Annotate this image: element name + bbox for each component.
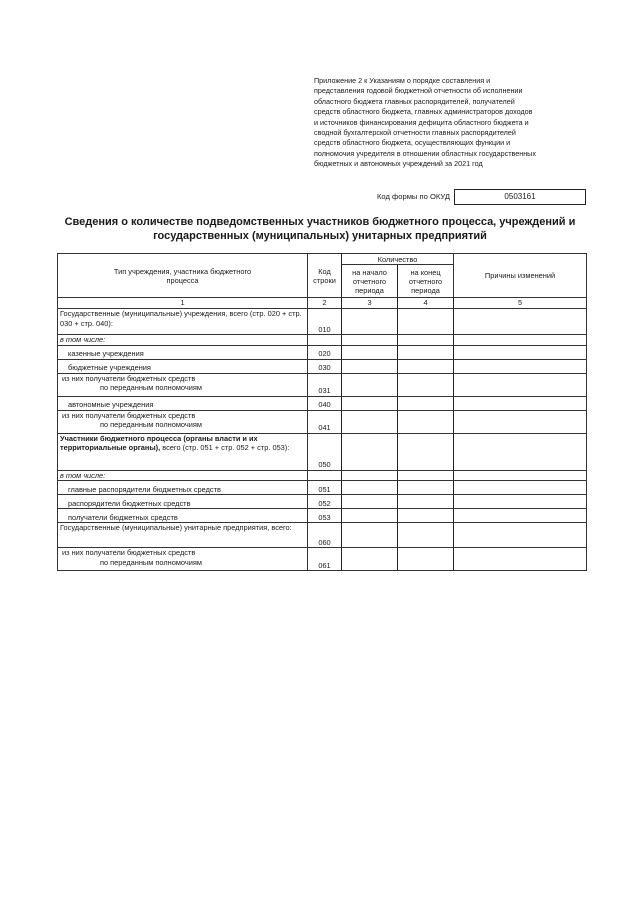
- row-label: бюджетные учреждения: [58, 359, 308, 373]
- row-label: [58, 373, 308, 396]
- row-label: [58, 309, 308, 335]
- cell-end[interactable]: [398, 495, 454, 509]
- cell-start[interactable]: [342, 433, 398, 470]
- annex-line: полномочия учредителя в отношении областных государственных: [314, 148, 536, 158]
- row-code: 050: [308, 433, 342, 470]
- header-type: Тип учреждения, участника бюджетного процесса: [58, 254, 308, 298]
- annex-line: сводной бухгалтерской отчетности главных распорядителей: [314, 128, 516, 138]
- table-row: [58, 410, 587, 433]
- table-row: [58, 345, 587, 359]
- row-code: 030: [308, 359, 342, 373]
- cell-start[interactable]: [342, 373, 398, 396]
- cell-end[interactable]: [398, 335, 454, 346]
- cell-start[interactable]: [342, 481, 398, 495]
- cell-reasons[interactable]: [454, 345, 587, 359]
- row-label-text: Участники бюджетного процесса (органы власти и их территориальные органы),: [60, 433, 258, 452]
- row-label-text: всего (стр. 051 + стр. 052 + стр. 053):: [160, 443, 290, 452]
- cell-reasons[interactable]: [454, 410, 587, 433]
- row-label-text: по переданным полномочиям: [100, 420, 202, 429]
- cell-end[interactable]: [398, 523, 454, 548]
- row-code: 052: [308, 495, 342, 509]
- col-number: 1: [58, 298, 308, 309]
- cell-end[interactable]: [398, 373, 454, 396]
- row-label: в том числе:: [58, 470, 308, 481]
- row-label: в том числе:: [58, 335, 308, 346]
- annex-line: представления годовой бюджетной отчетности об исполнении: [314, 86, 523, 96]
- row-label: главные распорядители бюджетных средств: [58, 481, 308, 495]
- table-row: [58, 509, 587, 523]
- row-label-text: по переданным полномочиям: [100, 383, 202, 392]
- cell-end[interactable]: [398, 309, 454, 335]
- table-row: [58, 309, 587, 335]
- row-label: [58, 548, 308, 571]
- cell-end[interactable]: [398, 345, 454, 359]
- table-row: [58, 470, 587, 481]
- table-row: [58, 396, 587, 410]
- cell-reasons[interactable]: [454, 433, 587, 470]
- row-code: [308, 335, 342, 346]
- annex-note: [314, 76, 586, 170]
- row-label: [58, 433, 308, 470]
- annex-line: бюджетных и автономных учреждений за 2021 год: [314, 159, 483, 169]
- cell-end[interactable]: [398, 410, 454, 433]
- cell-start[interactable]: [342, 523, 398, 548]
- cell-reasons[interactable]: [454, 523, 587, 548]
- row-label: распорядители бюджетных средств: [58, 495, 308, 509]
- row-code: 040: [308, 396, 342, 410]
- cell-start[interactable]: [342, 309, 398, 335]
- row-label: Государственные (муниципальные) унитарные предприятия, всего:: [58, 523, 308, 548]
- row-code: 010: [308, 309, 342, 335]
- row-code: 031: [308, 373, 342, 396]
- cell-start[interactable]: [342, 410, 398, 433]
- col-number: 5: [454, 298, 587, 309]
- table-row: [58, 359, 587, 373]
- row-label-text: по переданным полномочиям: [100, 557, 202, 567]
- cell-start[interactable]: [342, 396, 398, 410]
- row-label-text: Государственные (муниципальные) учреждения, всего (стр. 020 + стр. 030 + стр. 040):: [60, 309, 302, 328]
- cell-start[interactable]: [342, 495, 398, 509]
- cell-start[interactable]: [342, 548, 398, 571]
- cell-start[interactable]: [342, 345, 398, 359]
- table-row: [58, 335, 587, 346]
- cell-start[interactable]: [342, 470, 398, 481]
- annex-line: областного бюджета главных распорядителей, получателей: [314, 96, 515, 106]
- page-title: Сведения о количестве подведомственных участников бюджетного процесса, учреждений и государственных (муниципальных) унитарных предприятий: [64, 216, 576, 242]
- cell-reasons[interactable]: [454, 548, 587, 571]
- table-row: [58, 481, 587, 495]
- header-reasons: Причины изменений: [454, 254, 587, 298]
- cell-start[interactable]: [342, 359, 398, 373]
- cell-reasons[interactable]: [454, 335, 587, 346]
- cell-end[interactable]: [398, 396, 454, 410]
- okud-block: [340, 189, 586, 205]
- annex-line: средств областного бюджета, осуществляющих функции и: [314, 138, 511, 148]
- annex-line: Приложение 2 к Указаниям о порядке составления и: [314, 76, 491, 85]
- table-row: [58, 495, 587, 509]
- cell-end[interactable]: [398, 470, 454, 481]
- cell-end[interactable]: [398, 509, 454, 523]
- cell-reasons[interactable]: [454, 495, 587, 509]
- row-code: 020: [308, 345, 342, 359]
- row-label: автономные учреждения: [58, 396, 308, 410]
- col-number: 3: [342, 298, 398, 309]
- row-label: получатели бюджетных средств: [58, 509, 308, 523]
- cell-end[interactable]: [398, 481, 454, 495]
- row-label-text: из них получатели бюджетных средств: [62, 373, 196, 383]
- header-code: Код строки: [308, 254, 342, 298]
- cell-reasons[interactable]: [454, 470, 587, 481]
- annex-line: средств областного бюджета, главных администраторов доходов: [314, 107, 533, 117]
- row-label: [58, 410, 308, 433]
- cell-end[interactable]: [398, 433, 454, 470]
- row-code: 061: [308, 548, 342, 571]
- row-label-text: из них получатели бюджетных средств: [62, 410, 196, 420]
- table-row: [58, 548, 587, 571]
- col-number: 2: [308, 298, 342, 309]
- header-start: на начало отчетного периода: [342, 265, 398, 298]
- row-code: 060: [308, 523, 342, 548]
- cell-reasons[interactable]: [454, 359, 587, 373]
- okud-label: Код формы по ОКУД: [377, 192, 450, 201]
- table-row: [58, 373, 587, 396]
- okud-code: 0503161: [454, 189, 586, 205]
- report-table: [57, 253, 587, 571]
- header-end: на конец отчетного периода: [398, 265, 454, 298]
- cell-end[interactable]: [398, 548, 454, 571]
- row-code: 041: [308, 410, 342, 433]
- row-label-text: из них получатели бюджетных средств: [62, 548, 196, 557]
- cell-reasons[interactable]: [454, 309, 587, 335]
- annex-line: и источников финансирования дефицита областного бюджета и: [314, 117, 529, 127]
- row-code: 053: [308, 509, 342, 523]
- row-code: [308, 470, 342, 481]
- cell-reasons[interactable]: [454, 373, 587, 396]
- row-label: казенные учреждения: [58, 345, 308, 359]
- cell-reasons[interactable]: [454, 481, 587, 495]
- col-number: 4: [398, 298, 454, 309]
- cell-end[interactable]: [398, 359, 454, 373]
- table-row: [58, 523, 587, 548]
- cell-start[interactable]: [342, 509, 398, 523]
- row-code: 051: [308, 481, 342, 495]
- cell-reasons[interactable]: [454, 509, 587, 523]
- cell-reasons[interactable]: [454, 396, 587, 410]
- cell-start[interactable]: [342, 335, 398, 346]
- table-row: [58, 433, 587, 470]
- header-quantity: Количество: [342, 254, 454, 265]
